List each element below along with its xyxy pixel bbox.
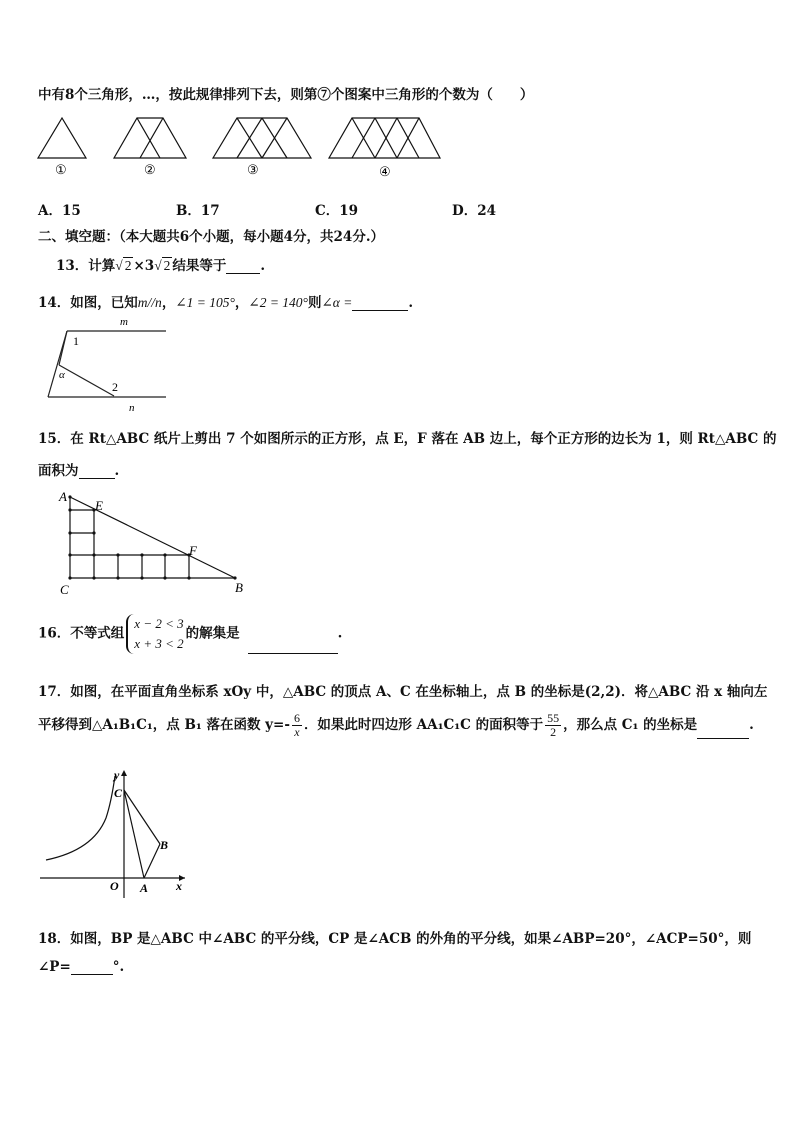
q14: 14．如图，已知m//n，∠1 = 105°，∠2 = 140°则∠α = . bbox=[38, 295, 414, 311]
point-c-label: C bbox=[114, 786, 123, 800]
q15-answer-blank bbox=[79, 464, 115, 479]
line-n-label: n bbox=[129, 402, 135, 414]
line-m-label: m bbox=[120, 316, 128, 328]
q12-option-b: B．17 bbox=[176, 203, 220, 219]
angle-alpha-label: α bbox=[59, 369, 65, 381]
origin-label: O bbox=[110, 879, 119, 893]
section-heading: 二、填空题：（本大题共6个小题，每小题4分，共24分.） bbox=[38, 229, 385, 245]
q14-answer-blank bbox=[352, 296, 408, 311]
q16-answer-blank bbox=[248, 639, 338, 654]
q18-answer-blank bbox=[71, 960, 113, 975]
q12-figure bbox=[0, 115, 794, 179]
fraction-6-over-x: $\frac{6}{x}$ bbox=[293, 711, 300, 739]
pattern-label-1: ① bbox=[55, 162, 67, 177]
pattern-label-2: ② bbox=[144, 162, 156, 177]
q15-figure bbox=[55, 490, 255, 600]
pattern-label-4: ④ bbox=[379, 164, 391, 179]
sqrt-2: √ 2 bbox=[154, 258, 171, 273]
q12-option-d: D．24 bbox=[452, 203, 496, 219]
q17-line2: 平移得到△A₁B₁C₁，点 B₁ 落在函数 y=- $\frac{6}{x}$ ．如果此时四边形 AA₁C₁C 的面积等于 $\frac{55}{2}$ ，那么点 C₁ 的坐标是 . bbox=[38, 711, 754, 739]
q17-line1: 17．如图，在平面直角坐标系 xOy 中，△ABC 的顶点 A、C 在坐标轴上，点 B 的坐标是(2,2)．将△ABC 沿 x 轴向左 bbox=[38, 684, 768, 700]
q14-figure bbox=[42, 318, 182, 413]
point-b-label: B bbox=[160, 838, 169, 852]
angle-1-label: 1 bbox=[73, 334, 79, 348]
axis-y-label: y bbox=[114, 768, 120, 782]
sqrt-1: √ 2 bbox=[115, 258, 132, 273]
point-e-label: E bbox=[95, 498, 103, 513]
q12-option-c: C．19 bbox=[315, 203, 359, 219]
axis-x-label: x bbox=[176, 879, 182, 893]
q13-answer-blank bbox=[226, 259, 260, 274]
q17-figure bbox=[40, 768, 200, 908]
q15-line1: 15．在 Rt△ABC 纸片上剪出 7 个如图所示的正方形，点 E，F 落在 AB 边上，每个正方形的边长为 1，则 Rt△ABC 的 bbox=[38, 431, 777, 447]
fraction-55-over-2: $\frac{55}{2}$ bbox=[547, 711, 560, 739]
q12-intro: 中有8个三角形，…，按此规律排列下去，则第⑦个图案中三角形的个数为（ ） bbox=[38, 87, 534, 103]
pattern-label-3: ③ bbox=[247, 162, 259, 177]
pattern-2 bbox=[114, 118, 186, 158]
point-f-label: F bbox=[189, 543, 197, 558]
q15-line2: 面积为 . bbox=[38, 463, 120, 479]
q18-line2: ∠P= °. bbox=[38, 959, 125, 975]
q12-option-a: A．15 bbox=[38, 203, 81, 219]
point-c-label: C bbox=[60, 582, 69, 597]
pattern-4 bbox=[329, 118, 440, 158]
point-a-label: A bbox=[59, 489, 67, 504]
pattern-1 bbox=[38, 118, 86, 158]
point-a-label: A bbox=[140, 881, 149, 895]
pattern-3 bbox=[213, 118, 311, 158]
q17-answer-blank bbox=[697, 724, 749, 739]
q18-line1: 18．如图，BP 是△ABC 中∠ABC 的平分线，CP 是∠ACB 的外角的平分线，如果∠ABP=20°，∠ACP=50°，则 bbox=[38, 931, 752, 947]
angle-2-label: 2 bbox=[112, 380, 118, 394]
q13: 13．计算√ 2 ×3√ 2 结果等于 . bbox=[56, 258, 266, 274]
q16: 16．不等式组 x − 2 < 3 x + 3 < 2 的解集是 . bbox=[38, 614, 342, 654]
point-b-label: B bbox=[235, 580, 243, 595]
inequality-system: x − 2 < 3 x + 3 < 2 bbox=[126, 614, 183, 654]
